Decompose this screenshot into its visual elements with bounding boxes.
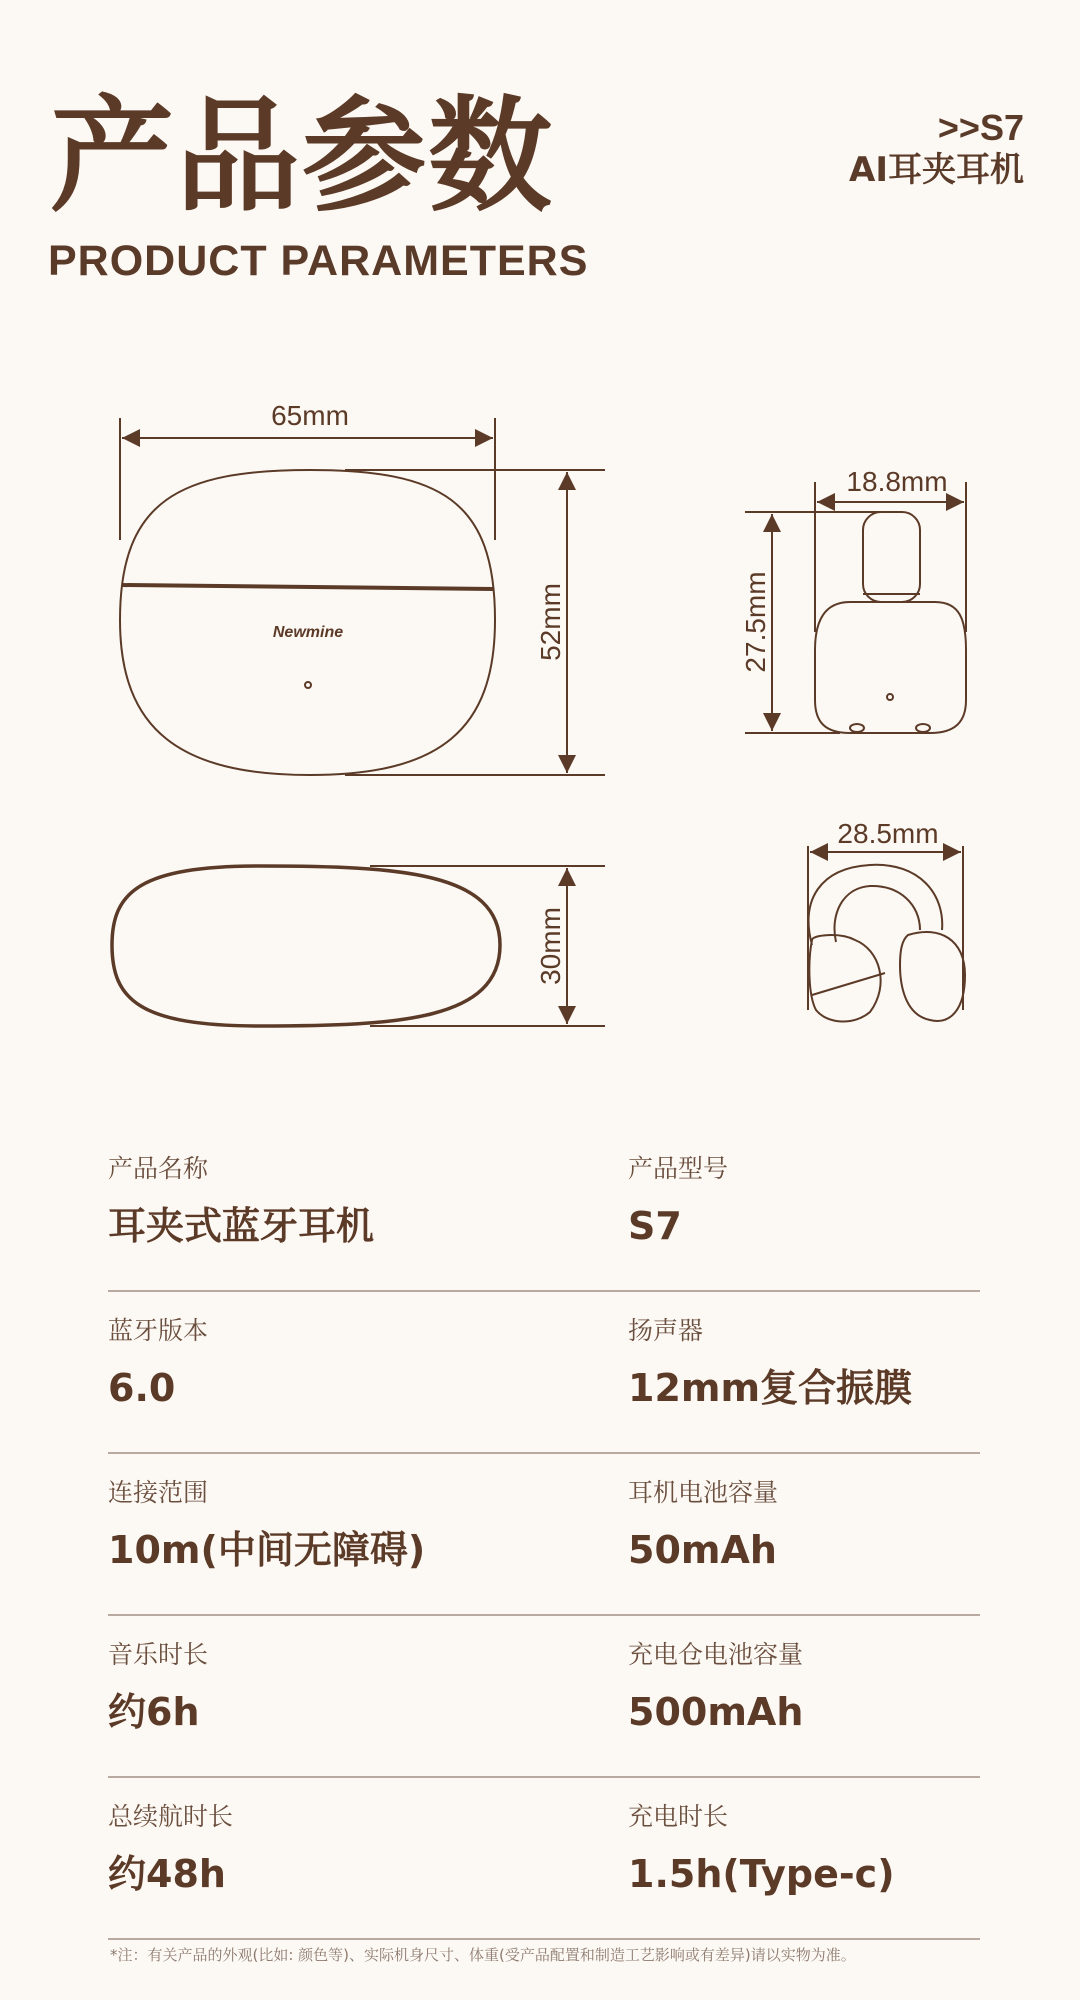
spec-row (108, 1130, 980, 1292)
spec-value: S7 (628, 1204, 682, 1248)
bud-height-label: 27.5mm (740, 571, 771, 673)
model-name: AI耳夹耳机 (849, 150, 1024, 190)
spec-value: 约48h (108, 1852, 226, 1896)
case-height-label: 52mm (535, 583, 566, 661)
spec-label: 扬声器 (628, 1316, 704, 1345)
spec-value: 500mAh (628, 1690, 804, 1734)
case-thickness-label: 30mm (535, 907, 566, 985)
spec-value: 10m(中间无障碍) (108, 1528, 426, 1572)
page-subtitle: PRODUCT PARAMETERS (48, 237, 589, 285)
spec-label: 充电仓电池容量 (628, 1640, 804, 1669)
spec-value: 1.5h(Type-c) (628, 1852, 895, 1896)
bud-width-label: 18.8mm (846, 466, 948, 497)
case-side-outline (112, 866, 500, 1026)
spec-value: 6.0 (108, 1366, 176, 1410)
bud-body-outline (815, 602, 966, 733)
bud-side-width-label: 28.5mm (837, 818, 939, 849)
case-indicator-dot (305, 682, 311, 688)
spec-label: 总续航时长 (108, 1802, 234, 1831)
spec-table (108, 1130, 980, 1940)
spec-label: 蓝牙版本 (108, 1316, 209, 1345)
spec-label: 耳机电池容量 (628, 1478, 779, 1507)
spec-value: 50mAh (628, 1528, 777, 1572)
spec-label: 产品名称 (108, 1154, 209, 1183)
model-code: >>S7 (937, 107, 1024, 148)
case-width-label: 65mm (271, 400, 349, 431)
spec-value: 约6h (108, 1690, 200, 1734)
bud-stem (863, 512, 920, 602)
spec-row (108, 1616, 980, 1778)
case-front-outline (120, 470, 495, 775)
spec-row (108, 1292, 980, 1454)
spec-value: 12mm复合振膜 (628, 1366, 913, 1410)
spec-row (108, 1778, 980, 1940)
bud-side-right (900, 932, 965, 1021)
footnote: *注：有关产品的外观(比如: 颜色等)、实际机身尺寸、体重(受产品配置和制造工艺影响或有差异)请以实物为准。 (110, 1946, 856, 1964)
spec-label: 产品型号 (628, 1154, 729, 1183)
spec-label: 连接范围 (108, 1478, 209, 1507)
spec-label: 音乐时长 (108, 1640, 209, 1669)
case-lid-seam (122, 585, 493, 589)
dimension-drawing (0, 380, 1080, 1080)
spec-value: 耳夹式蓝牙耳机 (108, 1204, 375, 1248)
spec-label: 充电时长 (628, 1802, 729, 1831)
page-title: 产品参数 (50, 85, 555, 229)
spec-row (108, 1454, 980, 1616)
brand-logo: Newmine (272, 624, 344, 641)
